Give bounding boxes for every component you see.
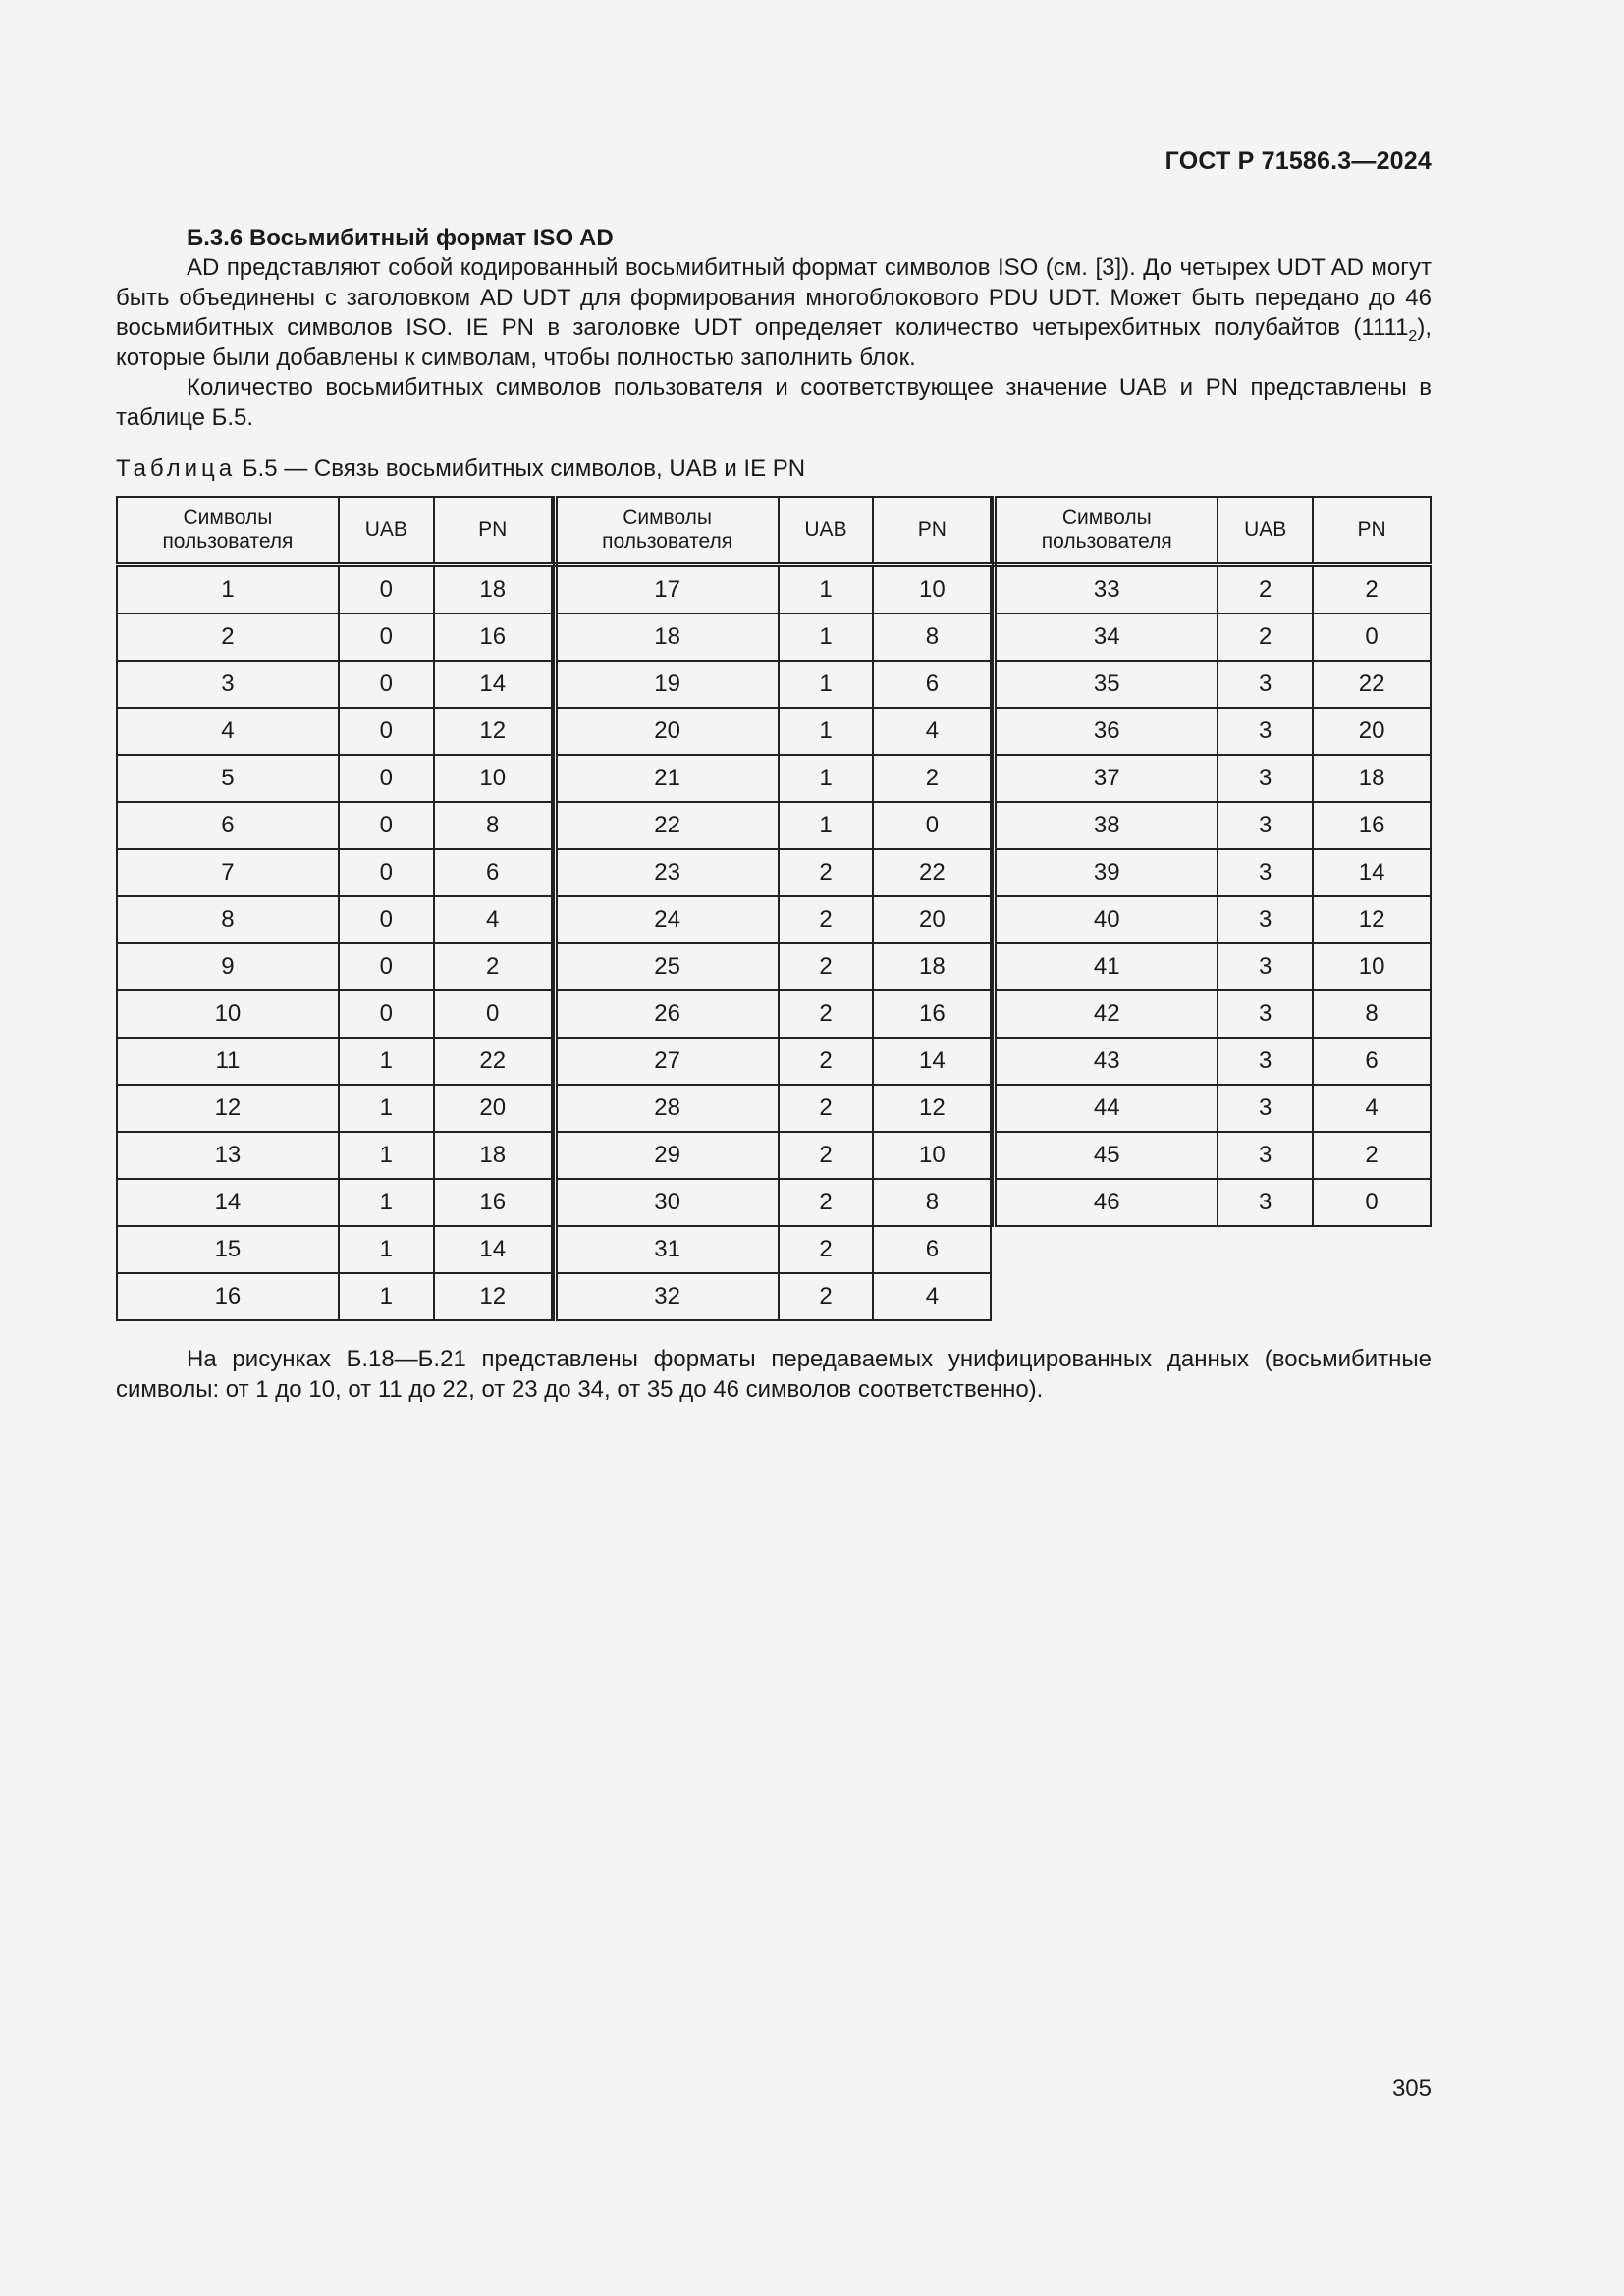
cell-symbols: 1 <box>117 565 339 614</box>
cell-symbols: 12 <box>117 1085 339 1132</box>
cell-symbols: 5 <box>117 755 339 802</box>
cell-pn: 0 <box>873 802 991 849</box>
table-row <box>995 849 1431 896</box>
cell-uab: 3 <box>1218 849 1313 896</box>
table-row <box>555 1038 991 1085</box>
cell-pn: 18 <box>434 1132 552 1179</box>
document-content <box>116 224 1432 1405</box>
document-page <box>116 0 1432 2296</box>
uab-pn-table <box>116 496 1432 1321</box>
cell-pn: 4 <box>434 896 552 943</box>
cell-pn: 20 <box>1313 708 1431 755</box>
cell-symbols: 3 <box>117 661 339 708</box>
table-row <box>555 943 991 990</box>
cell-pn: 16 <box>434 614 552 661</box>
cell-uab: 3 <box>1218 1085 1313 1132</box>
cell-pn: 22 <box>434 1038 552 1085</box>
table-row <box>117 755 552 802</box>
cell-symbols: 7 <box>117 849 339 896</box>
intro-paragraph-main: AD представляют собой кодированный восьмибитный формат символов ISO (см. [3]). До четырех UDT AD могут быть объединены с заголовком AD UDT для формирования многоблокового PDU UDT. Может быть передано до 46 восьмибитных символов ISO. IE PN в заголовке UDT определяет количество четырехбитных полубайтов (1111 <box>116 254 1432 341</box>
table-row <box>117 565 552 614</box>
cell-uab: 0 <box>339 990 434 1038</box>
cell-uab: 1 <box>779 614 874 661</box>
cell-uab: 1 <box>339 1226 434 1273</box>
table-row <box>117 849 552 896</box>
cell-pn: 12 <box>1313 896 1431 943</box>
table-row <box>555 614 991 661</box>
table-row <box>117 1179 552 1226</box>
cell-pn: 2 <box>1313 565 1431 614</box>
cell-uab: 0 <box>339 943 434 990</box>
cell-pn: 6 <box>1313 1038 1431 1085</box>
table-row <box>555 1179 991 1226</box>
table-row <box>555 661 991 708</box>
cell-uab: 3 <box>1218 943 1313 990</box>
table-row <box>555 1085 991 1132</box>
table-row <box>117 614 552 661</box>
cell-symbols: 18 <box>555 614 778 661</box>
cell-uab: 1 <box>779 708 874 755</box>
cell-symbols: 28 <box>555 1085 778 1132</box>
table-row <box>995 565 1431 614</box>
cell-symbols: 4 <box>117 708 339 755</box>
cell-uab: 2 <box>779 1226 874 1273</box>
table-row <box>995 802 1431 849</box>
cell-symbols: 42 <box>995 990 1218 1038</box>
cell-symbols: 10 <box>117 990 339 1038</box>
binary-subscript: 2 <box>1408 327 1418 345</box>
cell-symbols: 32 <box>555 1273 778 1320</box>
cell-pn: 6 <box>873 661 991 708</box>
cell-pn: 18 <box>1313 755 1431 802</box>
cell-uab: 3 <box>1218 802 1313 849</box>
cell-symbols: 44 <box>995 1085 1218 1132</box>
cell-uab: 0 <box>339 565 434 614</box>
cell-pn: 6 <box>873 1226 991 1273</box>
header-pn: PN <box>1313 497 1431 565</box>
cell-symbols: 17 <box>555 565 778 614</box>
cell-uab: 2 <box>779 1132 874 1179</box>
table-header-row <box>117 497 552 565</box>
cell-symbols: 29 <box>555 1132 778 1179</box>
cell-pn: 0 <box>434 990 552 1038</box>
cell-pn: 10 <box>1313 943 1431 990</box>
cell-uab: 3 <box>1218 896 1313 943</box>
cell-uab: 2 <box>1218 565 1313 614</box>
intro-paragraph-tail: ), которые были добавлены к символам, чтобы полностью заполнить блок. <box>116 314 1432 371</box>
table-row <box>117 1038 552 1085</box>
cell-pn: 12 <box>434 708 552 755</box>
table-row <box>995 614 1431 661</box>
cell-pn: 16 <box>434 1179 552 1226</box>
cell-symbols: 25 <box>555 943 778 990</box>
cell-pn: 8 <box>873 614 991 661</box>
cell-uab: 1 <box>339 1132 434 1179</box>
cell-symbols: 13 <box>117 1132 339 1179</box>
table-row <box>117 1226 552 1273</box>
table-part-1 <box>116 496 553 1321</box>
table-row <box>995 1085 1431 1132</box>
cell-uab: 2 <box>779 1085 874 1132</box>
table-row <box>555 849 991 896</box>
cell-symbols: 22 <box>555 802 778 849</box>
cell-pn: 14 <box>434 1226 552 1273</box>
cell-symbols: 33 <box>995 565 1218 614</box>
cell-symbols: 46 <box>995 1179 1218 1226</box>
cell-uab: 3 <box>1218 1179 1313 1226</box>
cell-uab: 1 <box>339 1038 434 1085</box>
table-reference-paragraph: Количество восьмибитных символов пользователя и соответствующее значение UAB и PN представлены в таблице Б.5. <box>116 374 1432 431</box>
cell-symbols: 19 <box>555 661 778 708</box>
cell-symbols: 38 <box>995 802 1218 849</box>
cell-pn: 14 <box>873 1038 991 1085</box>
cell-uab: 1 <box>779 802 874 849</box>
header-symbols: Символы пользователя <box>117 497 339 565</box>
table-row <box>117 990 552 1038</box>
cell-uab: 3 <box>1218 708 1313 755</box>
cell-pn: 10 <box>873 565 991 614</box>
cell-uab: 2 <box>779 990 874 1038</box>
table-row <box>555 802 991 849</box>
table-row <box>555 1132 991 1179</box>
cell-uab: 3 <box>1218 755 1313 802</box>
cell-symbols: 9 <box>117 943 339 990</box>
cell-pn: 18 <box>434 565 552 614</box>
cell-pn: 22 <box>1313 661 1431 708</box>
table-row <box>117 943 552 990</box>
cell-uab: 2 <box>779 1273 874 1320</box>
cell-uab: 1 <box>339 1273 434 1320</box>
cell-uab: 0 <box>339 661 434 708</box>
cell-pn: 8 <box>873 1179 991 1226</box>
cell-symbols: 30 <box>555 1179 778 1226</box>
cell-symbols: 6 <box>117 802 339 849</box>
cell-uab: 0 <box>339 896 434 943</box>
cell-uab: 1 <box>339 1179 434 1226</box>
cell-uab: 0 <box>339 802 434 849</box>
cell-symbols: 45 <box>995 1132 1218 1179</box>
cell-uab: 3 <box>1218 1132 1313 1179</box>
table-row <box>995 1038 1431 1085</box>
header-pn: PN <box>434 497 552 565</box>
header-pn: PN <box>873 497 991 565</box>
cell-uab: 2 <box>779 943 874 990</box>
table-part-2 <box>553 496 993 1321</box>
cell-pn: 14 <box>434 661 552 708</box>
cell-pn: 14 <box>1313 849 1431 896</box>
table-row <box>117 708 552 755</box>
table-row <box>555 896 991 943</box>
table-row <box>117 1273 552 1320</box>
cell-pn: 6 <box>434 849 552 896</box>
cell-symbols: 39 <box>995 849 1218 896</box>
header-uab: UAB <box>1218 497 1313 565</box>
cell-uab: 0 <box>339 849 434 896</box>
table-row <box>995 943 1431 990</box>
cell-uab: 1 <box>779 755 874 802</box>
cell-uab: 2 <box>779 1038 874 1085</box>
table-row <box>555 708 991 755</box>
table-row <box>555 1273 991 1320</box>
cell-pn: 8 <box>1313 990 1431 1038</box>
table-row <box>995 755 1431 802</box>
cell-symbols: 20 <box>555 708 778 755</box>
cell-uab: 3 <box>1218 661 1313 708</box>
cell-uab: 3 <box>1218 990 1313 1038</box>
cell-pn: 8 <box>434 802 552 849</box>
cell-pn: 18 <box>873 943 991 990</box>
cell-pn: 2 <box>1313 1132 1431 1179</box>
cell-pn: 16 <box>1313 802 1431 849</box>
table-header-row <box>555 497 991 565</box>
table-row <box>117 1085 552 1132</box>
table-row <box>117 1132 552 1179</box>
cell-pn: 2 <box>434 943 552 990</box>
cell-symbols: 40 <box>995 896 1218 943</box>
table-row <box>995 661 1431 708</box>
table-part-3 <box>992 496 1432 1227</box>
cell-uab: 2 <box>779 849 874 896</box>
table-row <box>555 755 991 802</box>
table-row <box>995 1132 1431 1179</box>
cell-uab: 1 <box>779 565 874 614</box>
cell-uab: 0 <box>339 614 434 661</box>
table-caption <box>116 454 1432 484</box>
cell-symbols: 16 <box>117 1273 339 1320</box>
cell-symbols: 31 <box>555 1226 778 1273</box>
cell-symbols: 41 <box>995 943 1218 990</box>
header-uab: UAB <box>339 497 434 565</box>
cell-pn: 20 <box>434 1085 552 1132</box>
cell-symbols: 34 <box>995 614 1218 661</box>
cell-pn: 4 <box>873 1273 991 1320</box>
table-caption-prefix: Таблица <box>116 455 237 482</box>
cell-uab: 2 <box>779 896 874 943</box>
cell-uab: 3 <box>1218 1038 1313 1085</box>
cell-symbols: 24 <box>555 896 778 943</box>
header-symbols: Символы пользователя <box>555 497 778 565</box>
cell-symbols: 8 <box>117 896 339 943</box>
cell-symbols: 15 <box>117 1226 339 1273</box>
table-row <box>117 802 552 849</box>
table-caption-text: Б.5 — Связь восьмибитных символов, UAB и IE PN <box>236 455 806 482</box>
figures-reference-paragraph: На рисунках Б.18—Б.21 представлены форматы передаваемых унифицированных данных (восьмибитные символы: от 1 до 10, от 11 до 22, от 23 до 34, от 35 до 46 символов соответственно). <box>116 1346 1432 1403</box>
cell-symbols: 23 <box>555 849 778 896</box>
cell-symbols: 36 <box>995 708 1218 755</box>
cell-pn: 10 <box>434 755 552 802</box>
cell-pn: 12 <box>873 1085 991 1132</box>
cell-pn: 2 <box>873 755 991 802</box>
document-header: ГОСТ Р 71586.3—2024 <box>1164 147 1432 175</box>
table-row <box>117 896 552 943</box>
table-row <box>995 896 1431 943</box>
cell-symbols: 37 <box>995 755 1218 802</box>
cell-symbols: 27 <box>555 1038 778 1085</box>
page-number: 305 <box>1391 2075 1432 2102</box>
header-symbols: Символы пользователя <box>995 497 1218 565</box>
cell-symbols: 21 <box>555 755 778 802</box>
cell-pn: 20 <box>873 896 991 943</box>
cell-symbols: 26 <box>555 990 778 1038</box>
table-header-row <box>995 497 1431 565</box>
cell-pn: 0 <box>1313 614 1431 661</box>
table-row <box>995 1179 1431 1226</box>
cell-pn: 12 <box>434 1273 552 1320</box>
table-row <box>995 708 1431 755</box>
cell-pn: 4 <box>1313 1085 1431 1132</box>
table-row <box>555 565 991 614</box>
cell-uab: 0 <box>339 755 434 802</box>
cell-pn: 4 <box>873 708 991 755</box>
intro-paragraph <box>116 253 1432 373</box>
cell-uab: 2 <box>1218 614 1313 661</box>
cell-symbols: 2 <box>117 614 339 661</box>
cell-pn: 16 <box>873 990 991 1038</box>
table-row <box>995 990 1431 1038</box>
cell-pn: 0 <box>1313 1179 1431 1226</box>
cell-symbols: 11 <box>117 1038 339 1085</box>
cell-symbols: 14 <box>117 1179 339 1226</box>
cell-symbols: 43 <box>995 1038 1218 1085</box>
section-title: Б.3.6 Восьмибитный формат ISO AD <box>187 225 614 251</box>
cell-uab: 1 <box>339 1085 434 1132</box>
table-row <box>117 661 552 708</box>
table-row <box>555 1226 991 1273</box>
cell-pn: 10 <box>873 1132 991 1179</box>
cell-uab: 2 <box>779 1179 874 1226</box>
cell-pn: 22 <box>873 849 991 896</box>
cell-uab: 0 <box>339 708 434 755</box>
cell-symbols: 35 <box>995 661 1218 708</box>
table-row <box>555 990 991 1038</box>
header-uab: UAB <box>779 497 874 565</box>
cell-uab: 1 <box>779 661 874 708</box>
